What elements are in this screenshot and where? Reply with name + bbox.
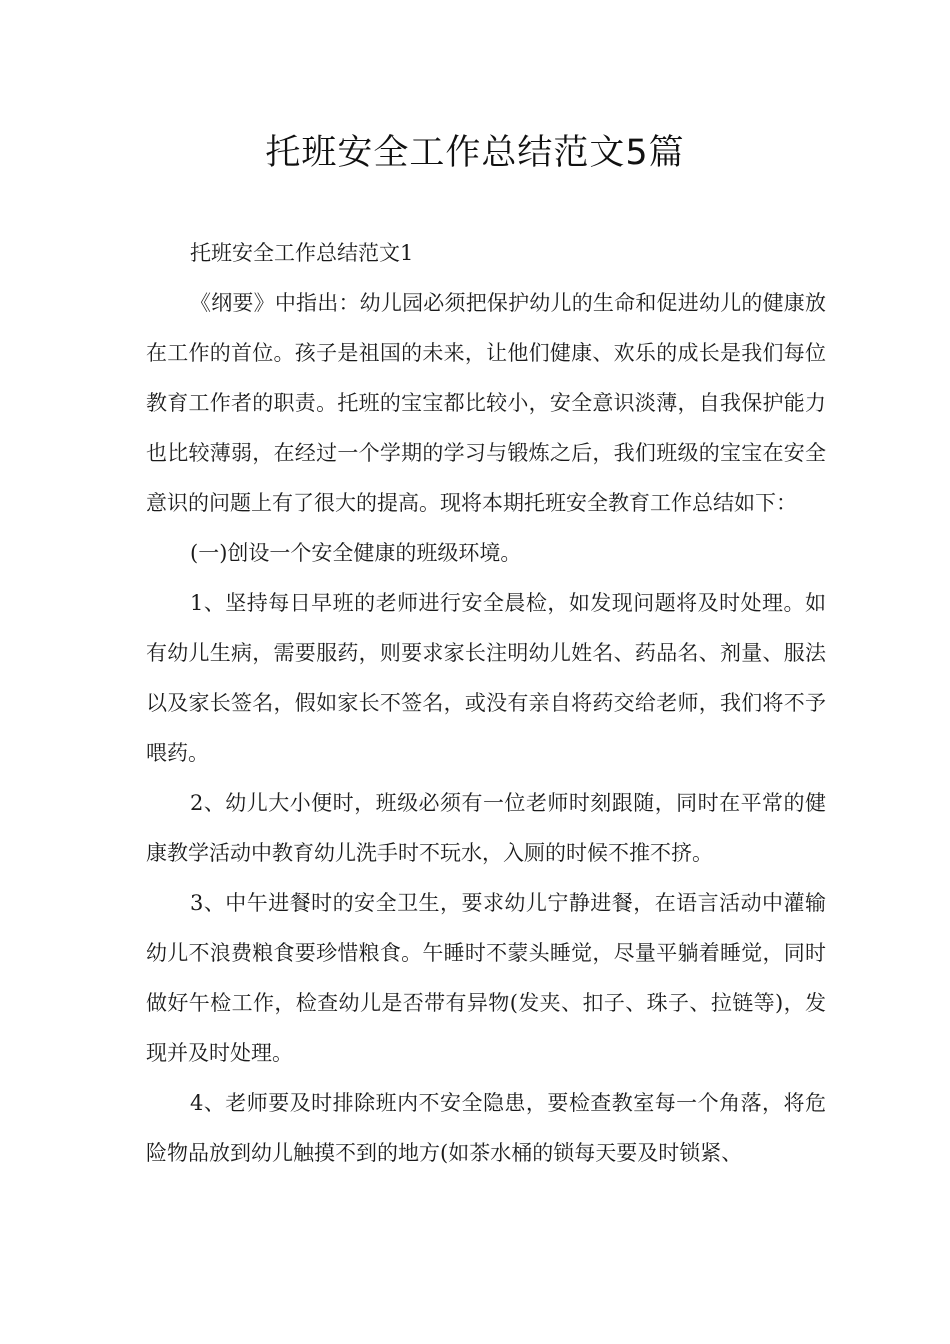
paragraph-intro: 《纲要》中指出：幼儿园必须把保护幼儿的生命和促进幼儿的健康放在工作的首位。孩子是祖国的未来，让他们健康、欢乐的成长是我们每位教育工作者的职责。托班的宝宝都比较小，安全意识淡薄，自我保护能力也比较薄弱，在经过一个学期的学习与锻炼之后，我们班级的宝宝在安全意识的问题上有了很大的提高。现将本期托班安全教育工作总结如下：: [146, 291, 826, 515]
paragraph-item-2: 2、幼儿大小便时，班级必须有一位老师时刻跟随，同时在平常的健康教学活动中教育幼儿洗手时不玩水，入厕的时候不推不挤。: [146, 791, 826, 865]
document-body: [146, 228, 826, 1178]
paragraph-item-3: 3、中午进餐时的安全卫生，要求幼儿宁静进餐，在语言活动中灌输幼儿不浪费粮食要珍惜粮食。午睡时不蒙头睡觉，尽量平躺着睡觉，同时做好午检工作，检查幼儿是否带有异物(发夹、扣子、珠子、拉链等)，发现并及时处理。: [146, 891, 826, 1065]
paragraph-item-4: 4、老师要及时排除班内不安全隐患，要检查教室每一个角落，将危险物品放到幼儿触摸不到的地方(如茶水桶的锁每天要及时锁紧、: [146, 1091, 826, 1165]
paragraph-section-one-heading: (一)创设一个安全健康的班级环境。: [190, 541, 522, 565]
document-title: 托班安全工作总结范文5篇: [265, 133, 685, 173]
section-heading: 托班安全工作总结范文1: [190, 241, 414, 265]
paragraph-item-1: 1、坚持每日早班的老师进行安全晨检，如发现问题将及时处理。如有幼儿生病，需要服药，则要求家长注明幼儿姓名、药品名、剂量、服法以及家长签名，假如家长不签名，或没有亲自将药交给老师，我们将不予喂药。: [146, 591, 826, 765]
